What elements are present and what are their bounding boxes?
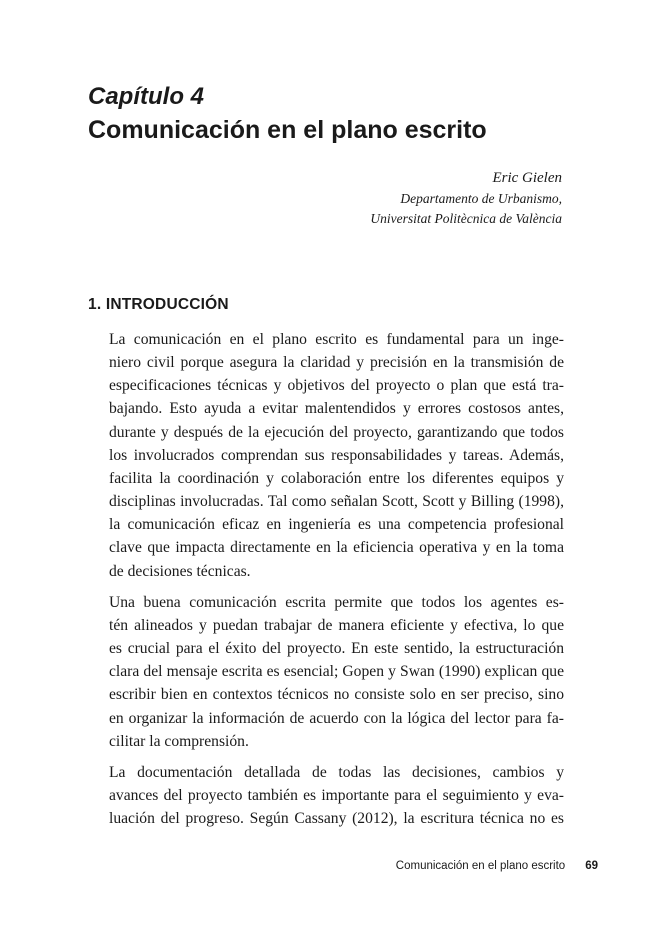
page-footer [396,858,598,874]
paragraph-1 [88,328,564,583]
text-line: luación del progreso. Según Cassany (2012), la escritura técnica no es [109,810,564,828]
paragraph-2 [88,591,564,753]
running-title: Comunicación en el plano escrito [395,860,566,872]
text-line: niero civil porque asegura la claridad y precisión en la transmisión de [109,354,564,372]
text-line: clave que impacta directamente en la eficiencia operativa y en la toma [109,539,564,557]
text-line: es crucial para el éxito del proyecto. En este sentido, la estructuración [109,640,564,658]
text-line: disciplinas involucradas. Tal como señalan Scott, Scott y Billing (1998), [109,493,564,511]
text-line: tén alineados y puedan trabajar de manera eficiente y efectiva, lo que [109,616,564,634]
text-line: de decisiones técnicas. [109,562,251,580]
chapter-label: Capítulo 4 [88,83,205,110]
body-text [88,328,564,838]
paragraph-3 [88,761,564,830]
text-line: la comunicación eficaz en ingeniería es una competencia profesional [109,516,564,534]
author-department: Departamento de Urbanismo, [400,191,562,206]
page-number: 69 [585,860,598,872]
chapter-title: Comunicación en el plano escrito [88,116,487,144]
text-line: en organizar la información de acuerdo con la lógica del lector para fa- [109,709,564,727]
author-institution: Universitat Politècnica de València [370,211,562,226]
section-heading: 1. INTRODUCCIÓN [88,296,229,313]
text-line: cilitar la comprensión. [109,732,249,750]
text-line: Una buena comunicación escrita permite que todos los agentes es- [109,593,564,611]
text-line: avances del proyecto también es importante para el seguimiento y eva- [109,786,564,804]
text-line: escribir bien en contextos técnicos no consiste solo en ser preciso, sino [109,686,564,704]
text-line: los involucrados comprendan sus responsabilidades y tareas. Además, [109,446,564,464]
author-block [370,168,562,229]
text-line: La comunicación en el plano escrito es fundamental para un inge- [109,331,564,348]
text-line: facilita la coordinación y colaboración entre los diferentes equipos y [109,469,564,487]
text-line: especificaciones técnicas y objetivos del proyecto o plan que está tra- [109,377,564,395]
text-line: bajando. Esto ayuda a evitar malentendidos y errores costosos antes, [109,400,564,418]
text-line: La documentación detallada de todas las decisiones, cambios y [109,763,564,781]
text-line: clara del mensaje escrita es esencial; Gopen y Swan (1990) explican que [109,663,564,681]
text-line: durante y después de la ejecución del proyecto, garantizando que todos [109,423,564,441]
author-name: Eric Gielen [492,170,562,186]
